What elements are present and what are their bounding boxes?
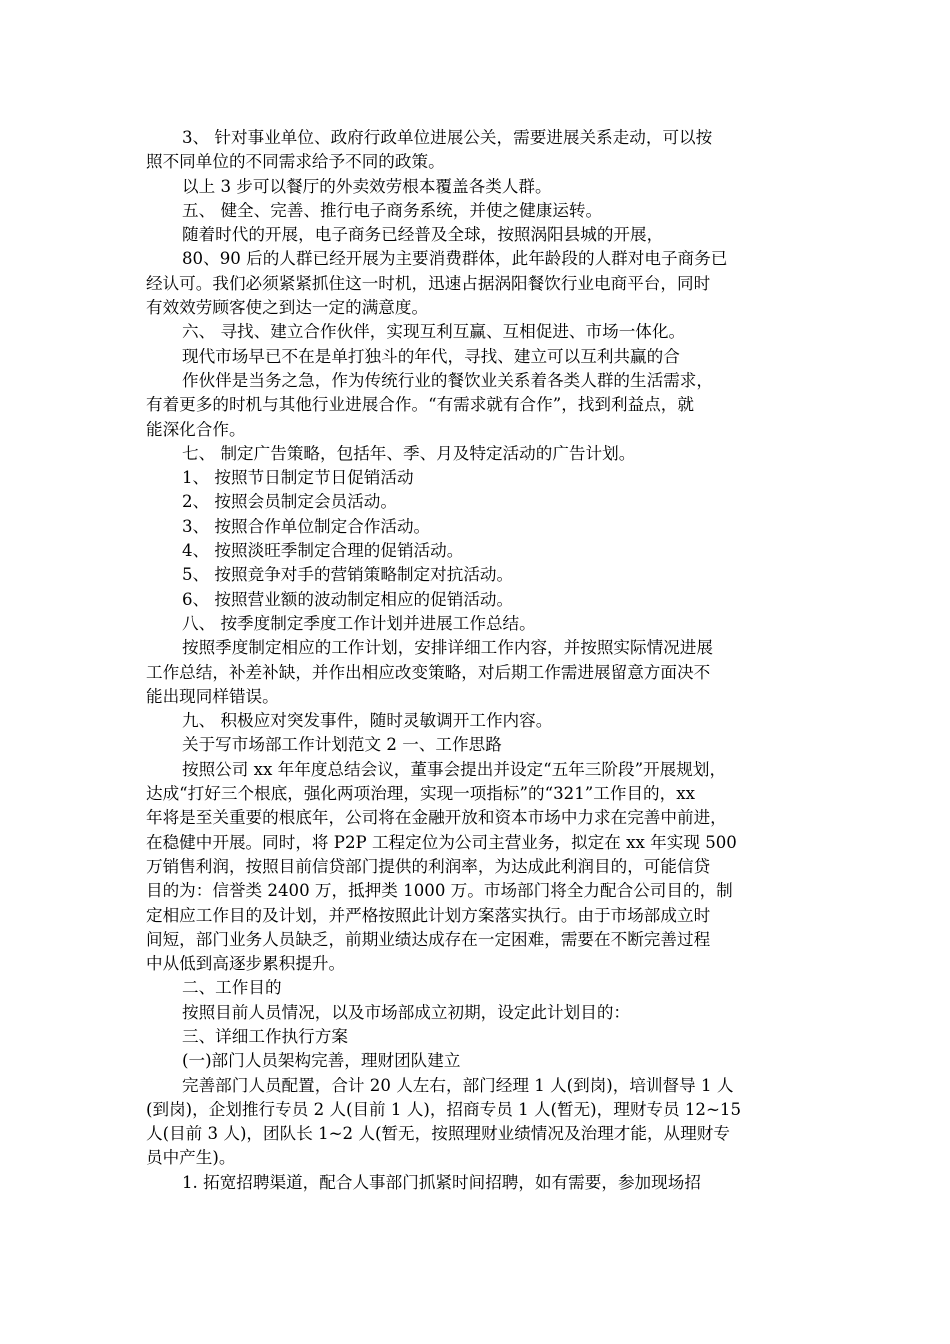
document-body xyxy=(146,126,808,1195)
text-line: 中从低到高逐步累积提升。 xyxy=(146,954,346,974)
text-line: 2、 按照会员制定会员活动。 xyxy=(182,492,397,512)
text-line: 能出现同样错误。 xyxy=(146,686,279,706)
text-line: 3、 针对事业单位、政府行政单位进展公关，需要进展关系走动，可以按 xyxy=(182,128,713,147)
text-line: 七、 制定广告策略，包括年、季、月及特定活动的广告计划。 xyxy=(182,443,636,463)
text-line: 4、 按照淡旺季制定合理的促销活动。 xyxy=(182,541,464,561)
text-line: 三、详细工作执行方案 xyxy=(182,1026,348,1046)
text-line: 现代市场早已不在是单打独斗的年代，寻找、建立可以互利共赢的合 xyxy=(182,346,680,366)
text-line: 二、工作目的 xyxy=(182,978,282,998)
text-line: 按照目前人员情况，以及市场部成立初期，设定此计划目的： xyxy=(182,1002,631,1022)
text-line: 在稳健中开展。同时，将 P2P 工程定位为公司主营业务，拟定在 xx 年实现 500 xyxy=(146,832,737,852)
text-line: 作伙伴是当务之急，作为传统行业的餐饮业关系着各类人群的生活需求， xyxy=(182,370,713,390)
text-line: 照不同单位的不同需求给予不同的政策。 xyxy=(146,152,445,172)
text-line: 达成“打好三个根底，强化两项治理，实现一项指标”的“321”工作目的，xx xyxy=(146,784,695,804)
text-line: 1、 按照节日制定节日促销活动 xyxy=(182,468,414,488)
text-line: 完善部门人员配置，合计 20 人左右，部门经理 1 人(到岗)，培训督导 1 人 xyxy=(182,1075,734,1095)
text-line: 有效效劳顾客使之到达一定的满意度。 xyxy=(146,298,429,318)
text-line: 有着更多的时机与其他行业进展合作。“有需求就有合作”，找到利益点，就 xyxy=(146,395,694,415)
text-line: 定相应工作目的及计划，并严格按照此计划方案落实执行。由于市场部成立时 xyxy=(146,905,711,925)
text-line: 按照季度制定相应的工作计划，安排详细工作内容，并按照实际情况进展 xyxy=(182,638,713,658)
text-line: (到岗)，企划推行专员 2 人(目前 1 人)，招商专员 1 人(暂无)，理财专员 12~15 xyxy=(146,1099,742,1119)
text-line: 3、 按照合作单位制定合作活动。 xyxy=(182,516,431,536)
text-line: 九、 积极应对突发事件，随时灵敏调开工作内容。 xyxy=(182,711,553,731)
text-line: 关于写市场部工作计划范文 2 一、工作思路 xyxy=(182,735,502,755)
text-line: 目的为：信誉类 2400 万，抵押类 1000 万。市场部门将全力配合公司目的，制 xyxy=(146,881,733,901)
text-line: (一)部门人员架构完善，理财团队建立 xyxy=(182,1051,461,1071)
text-line: 万销售利润，按照目前信贷部门提供的利润率，为达成此利润目的，可能信贷 xyxy=(146,856,711,876)
text-line: 六、 寻找、建立合作伙伴，实现互利互赢、互相促进、市场一体化。 xyxy=(182,322,686,342)
text-line: 间短，部门业务人员缺乏，前期业绩达成存在一定困难，需要在不断完善过程 xyxy=(146,929,711,949)
text-line: 80、90 后的人群已经开展为主要消费群体，此年龄段的人群对电子商务已 xyxy=(182,249,728,269)
text-line: 1. 拓宽招聘渠道，配合人事部门抓紧时间招聘，如有需要，参加现场招 xyxy=(182,1172,701,1192)
text-line: 随着时代的开展，电子商务已经普及全球，按照涡阳县城的开展， xyxy=(182,225,664,245)
text-line: 经认可。我们必须紧紧抓住这一时机，迅速占据涡阳餐饮行业电商平台，同时 xyxy=(146,273,711,293)
text-line: 以上 3 步可以餐厅的外卖效劳根本覆盖各类人群。 xyxy=(182,176,552,196)
text-line: 员中产生)。 xyxy=(146,1148,236,1168)
text-line: 八、 按季度制定季度工作计划并进展工作总结。 xyxy=(182,613,536,633)
text-line: 五、 健全、完善、推行电子商务系统，并使之健康运转。 xyxy=(182,200,603,220)
text-line: 5、 按照竞争对手的营销策略制定对抗活动。 xyxy=(182,565,514,585)
text-line: 能深化合作。 xyxy=(146,419,246,439)
text-line: 按照公司 xx 年年度总结会议，董事会提出并设定“五年三阶段”开展规划， xyxy=(182,759,727,779)
text-line: 工作总结，补差补缺，并作出相应改变策略，对后期工作需进展留意方面决不 xyxy=(146,662,711,682)
text-line: 年将是至关重要的根底年，公司将在金融开放和资本市场中力求在完善中前进， xyxy=(146,808,727,828)
text-line: 6、 按照营业额的波动制定相应的促销活动。 xyxy=(182,589,514,609)
text-line: 人(目前 3 人)，团队长 1~2 人(暂无，按照理财业绩情况及治理才能，从理财专 xyxy=(146,1124,730,1144)
